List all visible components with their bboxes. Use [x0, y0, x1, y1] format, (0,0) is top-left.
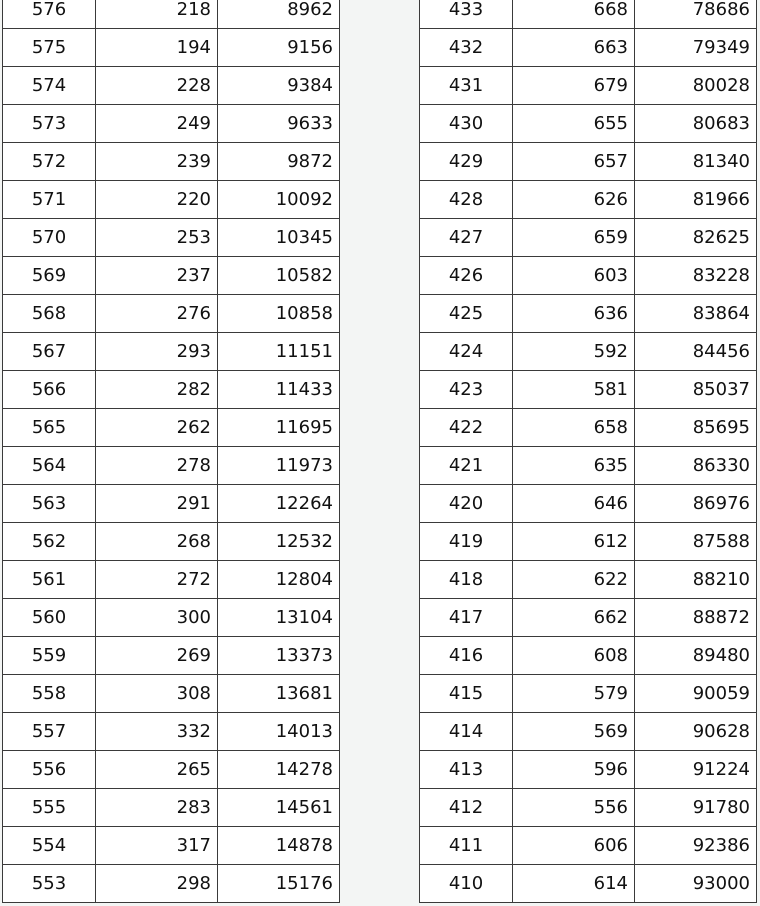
score-cell: 557 — [3, 713, 96, 751]
score-table-right — [419, 0, 757, 903]
table-row — [3, 67, 340, 105]
score-cell: 560 — [3, 599, 96, 637]
count-cell: 614 — [513, 865, 635, 903]
table-row — [420, 713, 757, 751]
score-cell: 556 — [3, 751, 96, 789]
cumulative-cell: 79349 — [635, 29, 757, 67]
score-cell: 567 — [3, 333, 96, 371]
table-row — [420, 143, 757, 181]
score-cell: 411 — [420, 827, 513, 865]
table-row — [3, 865, 340, 903]
count-cell: 679 — [513, 67, 635, 105]
cumulative-cell: 92386 — [635, 827, 757, 865]
count-cell: 659 — [513, 219, 635, 257]
cumulative-cell: 91224 — [635, 751, 757, 789]
table-row — [3, 29, 340, 67]
score-cell: 562 — [3, 523, 96, 561]
table-row — [3, 409, 340, 447]
count-cell: 268 — [96, 523, 218, 561]
cumulative-cell: 14278 — [218, 751, 340, 789]
cumulative-cell: 13373 — [218, 637, 340, 675]
score-cell: 430 — [420, 105, 513, 143]
count-cell: 249 — [96, 105, 218, 143]
count-cell: 658 — [513, 409, 635, 447]
count-cell: 579 — [513, 675, 635, 713]
score-cell: 425 — [420, 295, 513, 333]
count-cell: 239 — [96, 143, 218, 181]
count-cell: 253 — [96, 219, 218, 257]
cumulative-cell: 80028 — [635, 67, 757, 105]
score-cell: 564 — [3, 447, 96, 485]
count-cell: 603 — [513, 257, 635, 295]
table-row — [3, 485, 340, 523]
score-cell: 418 — [420, 561, 513, 599]
score-cell: 410 — [420, 865, 513, 903]
table-row — [3, 295, 340, 333]
score-cell: 413 — [420, 751, 513, 789]
score-cell: 555 — [3, 789, 96, 827]
cumulative-cell: 83228 — [635, 257, 757, 295]
cumulative-cell: 10092 — [218, 181, 340, 219]
cumulative-cell: 11695 — [218, 409, 340, 447]
table-row — [420, 675, 757, 713]
score-cell: 574 — [3, 67, 96, 105]
count-cell: 308 — [96, 675, 218, 713]
table-row — [3, 523, 340, 561]
count-cell: 293 — [96, 333, 218, 371]
table-row — [3, 333, 340, 371]
count-cell: 646 — [513, 485, 635, 523]
score-cell: 573 — [3, 105, 96, 143]
cumulative-cell: 90059 — [635, 675, 757, 713]
count-cell: 608 — [513, 637, 635, 675]
table-row — [3, 257, 340, 295]
table-row — [3, 637, 340, 675]
cumulative-cell: 8962 — [218, 0, 340, 29]
table-row — [420, 219, 757, 257]
cumulative-cell: 90628 — [635, 713, 757, 751]
score-cell: 553 — [3, 865, 96, 903]
score-table-right-body — [420, 0, 757, 903]
cumulative-cell: 9156 — [218, 29, 340, 67]
score-cell: 417 — [420, 599, 513, 637]
count-cell: 635 — [513, 447, 635, 485]
score-cell: 419 — [420, 523, 513, 561]
score-cell: 428 — [420, 181, 513, 219]
cumulative-cell: 83864 — [635, 295, 757, 333]
cumulative-cell: 9633 — [218, 105, 340, 143]
cumulative-cell: 14561 — [218, 789, 340, 827]
count-cell: 592 — [513, 333, 635, 371]
score-cell: 433 — [420, 0, 513, 29]
table-row — [3, 713, 340, 751]
count-cell: 668 — [513, 0, 635, 29]
count-cell: 556 — [513, 789, 635, 827]
cumulative-cell: 84456 — [635, 333, 757, 371]
table-row — [420, 599, 757, 637]
score-cell: 426 — [420, 257, 513, 295]
table-row — [420, 637, 757, 675]
cumulative-cell: 12532 — [218, 523, 340, 561]
cumulative-cell: 13681 — [218, 675, 340, 713]
score-cell: 572 — [3, 143, 96, 181]
score-cell: 422 — [420, 409, 513, 447]
cumulative-cell: 14013 — [218, 713, 340, 751]
cumulative-cell: 9872 — [218, 143, 340, 181]
cumulative-cell: 12264 — [218, 485, 340, 523]
score-cell: 431 — [420, 67, 513, 105]
cumulative-cell: 10858 — [218, 295, 340, 333]
count-cell: 272 — [96, 561, 218, 599]
table-row — [420, 295, 757, 333]
table-row — [420, 181, 757, 219]
count-cell: 612 — [513, 523, 635, 561]
score-table-left — [2, 0, 340, 903]
score-cell: 427 — [420, 219, 513, 257]
count-cell: 300 — [96, 599, 218, 637]
count-cell: 569 — [513, 713, 635, 751]
table-row — [3, 105, 340, 143]
cumulative-cell: 15176 — [218, 865, 340, 903]
cumulative-cell: 85037 — [635, 371, 757, 409]
table-row — [420, 333, 757, 371]
cumulative-cell: 80683 — [635, 105, 757, 143]
cumulative-cell: 10345 — [218, 219, 340, 257]
table-row — [420, 447, 757, 485]
count-cell: 291 — [96, 485, 218, 523]
table-row — [420, 827, 757, 865]
score-cell: 414 — [420, 713, 513, 751]
score-cell: 420 — [420, 485, 513, 523]
cumulative-cell: 12804 — [218, 561, 340, 599]
cumulative-cell: 11433 — [218, 371, 340, 409]
count-cell: 276 — [96, 295, 218, 333]
count-cell: 237 — [96, 257, 218, 295]
table-row — [3, 143, 340, 181]
count-cell: 596 — [513, 751, 635, 789]
cumulative-cell: 13104 — [218, 599, 340, 637]
table-row — [420, 409, 757, 447]
table-row — [3, 675, 340, 713]
table-row — [3, 789, 340, 827]
count-cell: 269 — [96, 637, 218, 675]
count-cell: 265 — [96, 751, 218, 789]
score-cell: 423 — [420, 371, 513, 409]
table-row — [420, 789, 757, 827]
cumulative-cell: 81340 — [635, 143, 757, 181]
cumulative-cell: 78686 — [635, 0, 757, 29]
score-cell: 415 — [420, 675, 513, 713]
score-cell: 566 — [3, 371, 96, 409]
table-row — [420, 257, 757, 295]
score-cell: 561 — [3, 561, 96, 599]
table-row — [3, 0, 340, 29]
count-cell: 581 — [513, 371, 635, 409]
count-cell: 317 — [96, 827, 218, 865]
score-cell: 569 — [3, 257, 96, 295]
score-cell: 559 — [3, 637, 96, 675]
table-row — [420, 0, 757, 29]
count-cell: 636 — [513, 295, 635, 333]
count-cell: 218 — [96, 0, 218, 29]
table-row — [420, 29, 757, 67]
score-cell: 571 — [3, 181, 96, 219]
cumulative-cell: 10582 — [218, 257, 340, 295]
score-cell: 576 — [3, 0, 96, 29]
score-cell: 416 — [420, 637, 513, 675]
score-cell: 429 — [420, 143, 513, 181]
count-cell: 626 — [513, 181, 635, 219]
table-row — [3, 599, 340, 637]
score-cell: 412 — [420, 789, 513, 827]
cumulative-cell: 88210 — [635, 561, 757, 599]
cumulative-cell: 81966 — [635, 181, 757, 219]
cumulative-cell: 93000 — [635, 865, 757, 903]
count-cell: 655 — [513, 105, 635, 143]
table-row — [420, 67, 757, 105]
count-cell: 278 — [96, 447, 218, 485]
cumulative-cell: 85695 — [635, 409, 757, 447]
table-row — [3, 561, 340, 599]
score-table-left-body — [3, 0, 340, 903]
cumulative-cell: 89480 — [635, 637, 757, 675]
table-row — [420, 561, 757, 599]
table-row — [3, 371, 340, 409]
score-cell: 424 — [420, 333, 513, 371]
score-cell: 554 — [3, 827, 96, 865]
table-row — [420, 523, 757, 561]
count-cell: 228 — [96, 67, 218, 105]
count-cell: 657 — [513, 143, 635, 181]
score-cell: 575 — [3, 29, 96, 67]
score-cell: 558 — [3, 675, 96, 713]
count-cell: 220 — [96, 181, 218, 219]
table-row — [420, 371, 757, 409]
cumulative-cell: 88872 — [635, 599, 757, 637]
cumulative-cell: 87588 — [635, 523, 757, 561]
count-cell: 282 — [96, 371, 218, 409]
cumulative-cell: 82625 — [635, 219, 757, 257]
table-row — [420, 485, 757, 523]
table-row — [420, 865, 757, 903]
count-cell: 663 — [513, 29, 635, 67]
score-cell: 421 — [420, 447, 513, 485]
count-cell: 283 — [96, 789, 218, 827]
cumulative-cell: 9384 — [218, 67, 340, 105]
table-row — [3, 219, 340, 257]
cumulative-cell: 86330 — [635, 447, 757, 485]
table-row — [420, 751, 757, 789]
score-cell: 568 — [3, 295, 96, 333]
count-cell: 298 — [96, 865, 218, 903]
count-cell: 194 — [96, 29, 218, 67]
count-cell: 332 — [96, 713, 218, 751]
score-cell: 432 — [420, 29, 513, 67]
cumulative-cell: 11151 — [218, 333, 340, 371]
table-row — [3, 447, 340, 485]
table-row — [3, 751, 340, 789]
count-cell: 262 — [96, 409, 218, 447]
cumulative-cell: 91780 — [635, 789, 757, 827]
cumulative-cell: 14878 — [218, 827, 340, 865]
count-cell: 606 — [513, 827, 635, 865]
table-row — [3, 827, 340, 865]
table-row — [3, 181, 340, 219]
score-cell: 565 — [3, 409, 96, 447]
table-row — [420, 105, 757, 143]
cumulative-cell: 86976 — [635, 485, 757, 523]
score-cell: 570 — [3, 219, 96, 257]
cumulative-cell: 11973 — [218, 447, 340, 485]
count-cell: 622 — [513, 561, 635, 599]
count-cell: 662 — [513, 599, 635, 637]
score-cell: 563 — [3, 485, 96, 523]
